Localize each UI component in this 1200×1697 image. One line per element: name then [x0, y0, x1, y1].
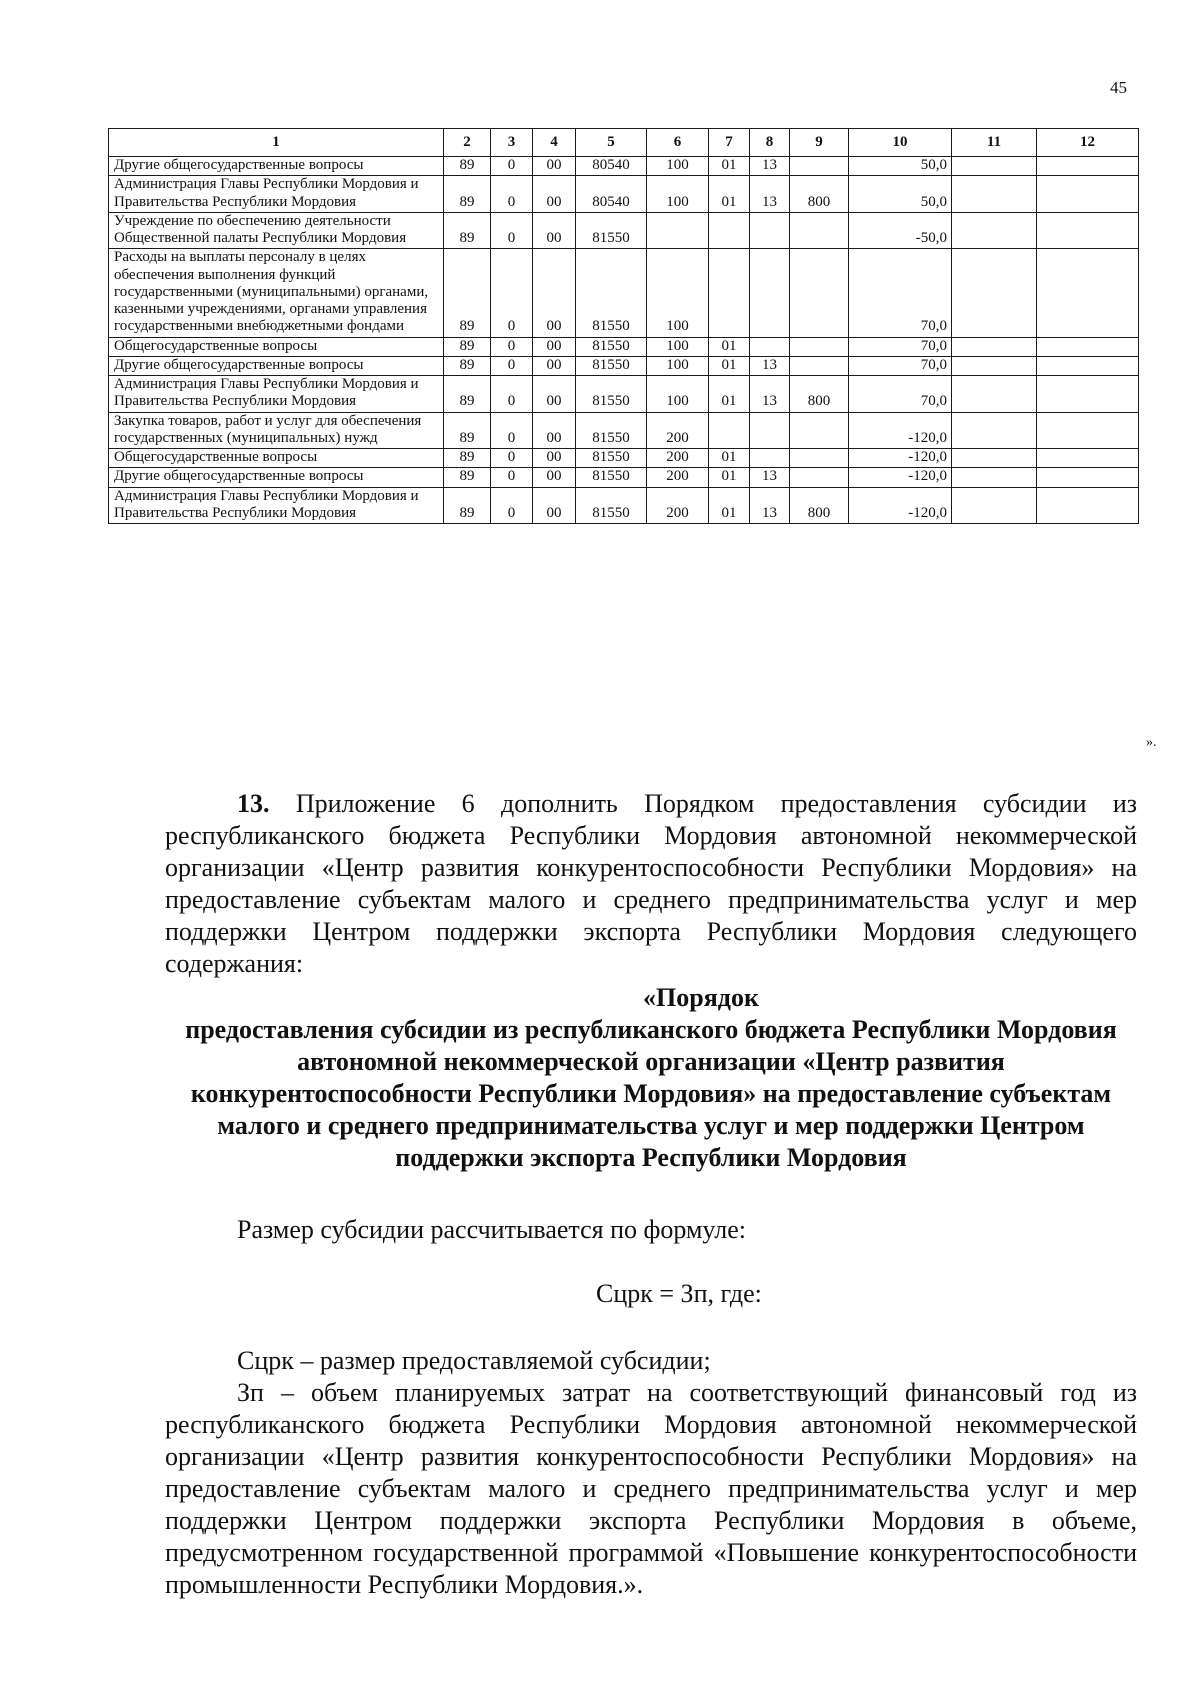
table-cell: -50,0: [849, 212, 952, 249]
table-header-row: [109, 129, 1139, 157]
table-cell: [790, 337, 849, 356]
table-cell: [790, 212, 849, 249]
table-cell-name: Администрация Главы Республики Мордовия и Правительства Республики Мордовия: [109, 376, 444, 413]
table-cell: [952, 487, 1037, 524]
table-cell: 13: [750, 356, 790, 375]
table-row: [109, 212, 1139, 249]
table-cell: 200: [647, 468, 709, 487]
table-cell: 0: [491, 157, 533, 176]
table-cell: 01: [709, 376, 750, 413]
table-cell-name: Администрация Главы Республики Мордовия и Правительства Республики Мордовия: [109, 176, 444, 213]
table-cell: 89: [444, 157, 491, 176]
table-cell: 01: [709, 449, 750, 468]
table-cell: 100: [647, 249, 709, 337]
table-cell: [750, 337, 790, 356]
table-cell: [790, 157, 849, 176]
table-cell: [1037, 449, 1139, 468]
table-cell: 81550: [576, 468, 647, 487]
table-body: [109, 157, 1139, 524]
table-cell: 800: [790, 376, 849, 413]
table-cell: 00: [533, 487, 576, 524]
table-cell: [952, 157, 1037, 176]
table-cell: [790, 412, 849, 449]
table-cell: 0: [491, 376, 533, 413]
table-cell: 89: [444, 176, 491, 213]
table-row: [109, 487, 1139, 524]
table-cell: [790, 449, 849, 468]
table-cell-name: Расходы на выплаты персоналу в целях обеспечения выполнения функций государственными (муниципальными) органами, казенными учреждениями, органами управления государственными внебюджетными фондами: [109, 249, 444, 337]
table-cell-name: Администрация Главы Республики Мордовия и Правительства Республики Мордовия: [109, 487, 444, 524]
table-row: [109, 356, 1139, 375]
table-cell: 100: [647, 376, 709, 413]
table-cell: 01: [709, 157, 750, 176]
table-cell: 100: [647, 356, 709, 375]
table-cell: 00: [533, 337, 576, 356]
table-header-cell: 5: [576, 129, 647, 157]
table-cell: -120,0: [849, 412, 952, 449]
table-cell: [1037, 356, 1139, 375]
table-cell: 00: [533, 412, 576, 449]
table-cell: 0: [491, 212, 533, 249]
table-cell: [750, 249, 790, 337]
table-cell: 89: [444, 468, 491, 487]
table-header-cell: 9: [790, 129, 849, 157]
formula: Сцрк = Зп, где:: [596, 1279, 762, 1308]
item-13-number: 13.: [237, 789, 270, 818]
table-cell: [952, 212, 1037, 249]
table-cell: 00: [533, 376, 576, 413]
table-cell: 0: [491, 468, 533, 487]
table-cell: 81550: [576, 376, 647, 413]
table-cell: 80540: [576, 157, 647, 176]
table-cell: 100: [647, 157, 709, 176]
table-cell: [790, 356, 849, 375]
definition-zp: Зп – объем планируемых затрат на соответствующий финансовый год из республиканского бюджета Республики Мордовия автономной некоммерческой организации «Центр развития конкурентоспособности Республики Мордовия» на предоставление субъектам малого и среднего предпринимательства услуг и мер поддержки Центром поддержки экспорта Республики Мордовия в объеме, предусмотренном государственной программой «Повышение конкурентоспособности промышленности Республики Мордовия.».: [165, 1378, 1137, 1599]
table-cell: [1037, 176, 1139, 213]
table-cell: 0: [491, 487, 533, 524]
table-cell-name: Учреждение по обеспечению деятельности Общественной палаты Республики Мордовия: [109, 212, 444, 249]
table-cell: 01: [709, 337, 750, 356]
procedure-subtitle: предоставления субсидии из республиканского бюджета Республики Мордовия автономной некоммерческой организации «Центр развития конкурентоспособности Республики Мордовия» на предоставление субъектам малого и среднего предпринимательства услуг и мер поддержки Центром поддержки экспорта Республики Мордовия: [185, 1015, 1117, 1172]
procedure-heading: [165, 982, 1137, 1174]
table-cell: [790, 468, 849, 487]
item-13-paragraph: [165, 788, 1137, 980]
table-row: [109, 376, 1139, 413]
table-cell: 13: [750, 468, 790, 487]
table-cell-name: Общегосударственные вопросы: [109, 449, 444, 468]
table-cell: [952, 449, 1037, 468]
table-cell-name: Другие общегосударственные вопросы: [109, 157, 444, 176]
item-13-text: Приложение 6 дополнить Порядком предоставления субсидии из республиканского бюджета Республики Мордовия автономной некоммерческой организации «Центр развития конкурентоспособности Республики Мордовия» на предоставление субъектам малого и среднего предпринимательства услуг и мер поддержки Центром поддержки экспорта Республики Мордовия следующего содержания:: [165, 789, 1137, 978]
table-cell: 0: [491, 176, 533, 213]
table-cell: [750, 449, 790, 468]
table-cell: 200: [647, 449, 709, 468]
table-cell: [952, 337, 1037, 356]
table-row: [109, 157, 1139, 176]
table-cell: 81550: [576, 449, 647, 468]
table-cell: 01: [709, 356, 750, 375]
table-row: [109, 468, 1139, 487]
table-cell: 200: [647, 487, 709, 524]
table-cell: [709, 249, 750, 337]
table-header-cell: 1: [109, 129, 444, 157]
table-cell: 0: [491, 337, 533, 356]
table-cell: 89: [444, 337, 491, 356]
table-header-cell: 7: [709, 129, 750, 157]
table-cell: 0: [491, 249, 533, 337]
table-cell: 50,0: [849, 176, 952, 213]
table-cell: [1037, 376, 1139, 413]
table-row: [109, 337, 1139, 356]
table-cell: 100: [647, 337, 709, 356]
table-cell: 81550: [576, 249, 647, 337]
table-cell: 00: [533, 356, 576, 375]
table-cell: [790, 249, 849, 337]
table-header-cell: 4: [533, 129, 576, 157]
table-cell: 200: [647, 412, 709, 449]
table-cell: -120,0: [849, 468, 952, 487]
table-cell: 00: [533, 176, 576, 213]
table-cell: 01: [709, 487, 750, 524]
table-cell: 81550: [576, 212, 647, 249]
table-header-cell: 12: [1037, 129, 1139, 157]
table-header-cell: 2: [444, 129, 491, 157]
table-cell: 0: [491, 412, 533, 449]
table-cell: [952, 356, 1037, 375]
table-cell: [1037, 487, 1139, 524]
formula-intro: Размер субсидии рассчитывается по формуле:: [237, 1215, 747, 1244]
table-cell: 13: [750, 176, 790, 213]
table-cell: 89: [444, 376, 491, 413]
table-cell-name: Другие общегосударственные вопросы: [109, 468, 444, 487]
table-cell: [709, 212, 750, 249]
table-cell-name: Общегосударственные вопросы: [109, 337, 444, 356]
table-cell: 89: [444, 212, 491, 249]
table-cell: 81550: [576, 412, 647, 449]
definitions-block: [165, 1345, 1137, 1601]
table-cell: [1037, 468, 1139, 487]
table-cell: [952, 376, 1037, 413]
table-cell: 13: [750, 376, 790, 413]
table-cell: [952, 249, 1037, 337]
table-cell: 13: [750, 487, 790, 524]
table-cell: [1037, 157, 1139, 176]
table-row: [109, 449, 1139, 468]
table-header: [109, 129, 1139, 157]
table-cell: 70,0: [849, 249, 952, 337]
table-cell: [750, 212, 790, 249]
table-header-cell: 8: [750, 129, 790, 157]
table-row: [109, 412, 1139, 449]
table-cell: 00: [533, 449, 576, 468]
table-cell: -120,0: [849, 487, 952, 524]
table-cell: [709, 412, 750, 449]
table-cell: 00: [533, 249, 576, 337]
table-cell: 89: [444, 412, 491, 449]
table-cell: 89: [444, 249, 491, 337]
table-cell: 800: [790, 487, 849, 524]
table-row: [109, 176, 1139, 213]
table-cell: 00: [533, 157, 576, 176]
table-header-cell: 10: [849, 129, 952, 157]
table-cell: 00: [533, 468, 576, 487]
table-cell: 70,0: [849, 376, 952, 413]
page-number: 45: [1110, 78, 1127, 97]
table-cell: 800: [790, 176, 849, 213]
table-header-cell: 6: [647, 129, 709, 157]
table-cell: [750, 412, 790, 449]
table-cell: 01: [709, 176, 750, 213]
table-cell: 89: [444, 487, 491, 524]
table-cell: 0: [491, 449, 533, 468]
table-cell-name: Другие общегосударственные вопросы: [109, 356, 444, 375]
table-cell: 70,0: [849, 337, 952, 356]
table-cell: [952, 176, 1037, 213]
table-cell: 100: [647, 176, 709, 213]
table-cell: 81550: [576, 487, 647, 524]
table-cell: 81550: [576, 337, 647, 356]
definition-scrk: Сцрк – размер предоставляемой субсидии;: [237, 1346, 711, 1375]
table-cell: [1037, 249, 1139, 337]
table-cell: [1037, 337, 1139, 356]
table-cell: 89: [444, 356, 491, 375]
table-cell: 80540: [576, 176, 647, 213]
table-cell: [1037, 212, 1139, 249]
table-cell: 01: [709, 468, 750, 487]
table-cell: 70,0: [849, 356, 952, 375]
table-cell: 13: [750, 157, 790, 176]
closing-quote-mark: ».: [1146, 735, 1157, 750]
table-cell: [952, 468, 1037, 487]
table-cell: [952, 412, 1037, 449]
table-cell: 0: [491, 356, 533, 375]
table-cell: 81550: [576, 356, 647, 375]
table-header-cell: 3: [491, 129, 533, 157]
table-cell: [647, 212, 709, 249]
table-cell: -120,0: [849, 449, 952, 468]
table-cell: 89: [444, 449, 491, 468]
budget-table: [108, 128, 1139, 524]
procedure-title: «Порядок: [643, 983, 759, 1012]
table-header-cell: 11: [952, 129, 1037, 157]
table-cell-name: Закупка товаров, работ и услуг для обеспечения государственных (муниципальных) нужд: [109, 412, 444, 449]
table-row: [109, 249, 1139, 337]
table-cell: [1037, 412, 1139, 449]
table-cell: 50,0: [849, 157, 952, 176]
table-cell: 00: [533, 212, 576, 249]
